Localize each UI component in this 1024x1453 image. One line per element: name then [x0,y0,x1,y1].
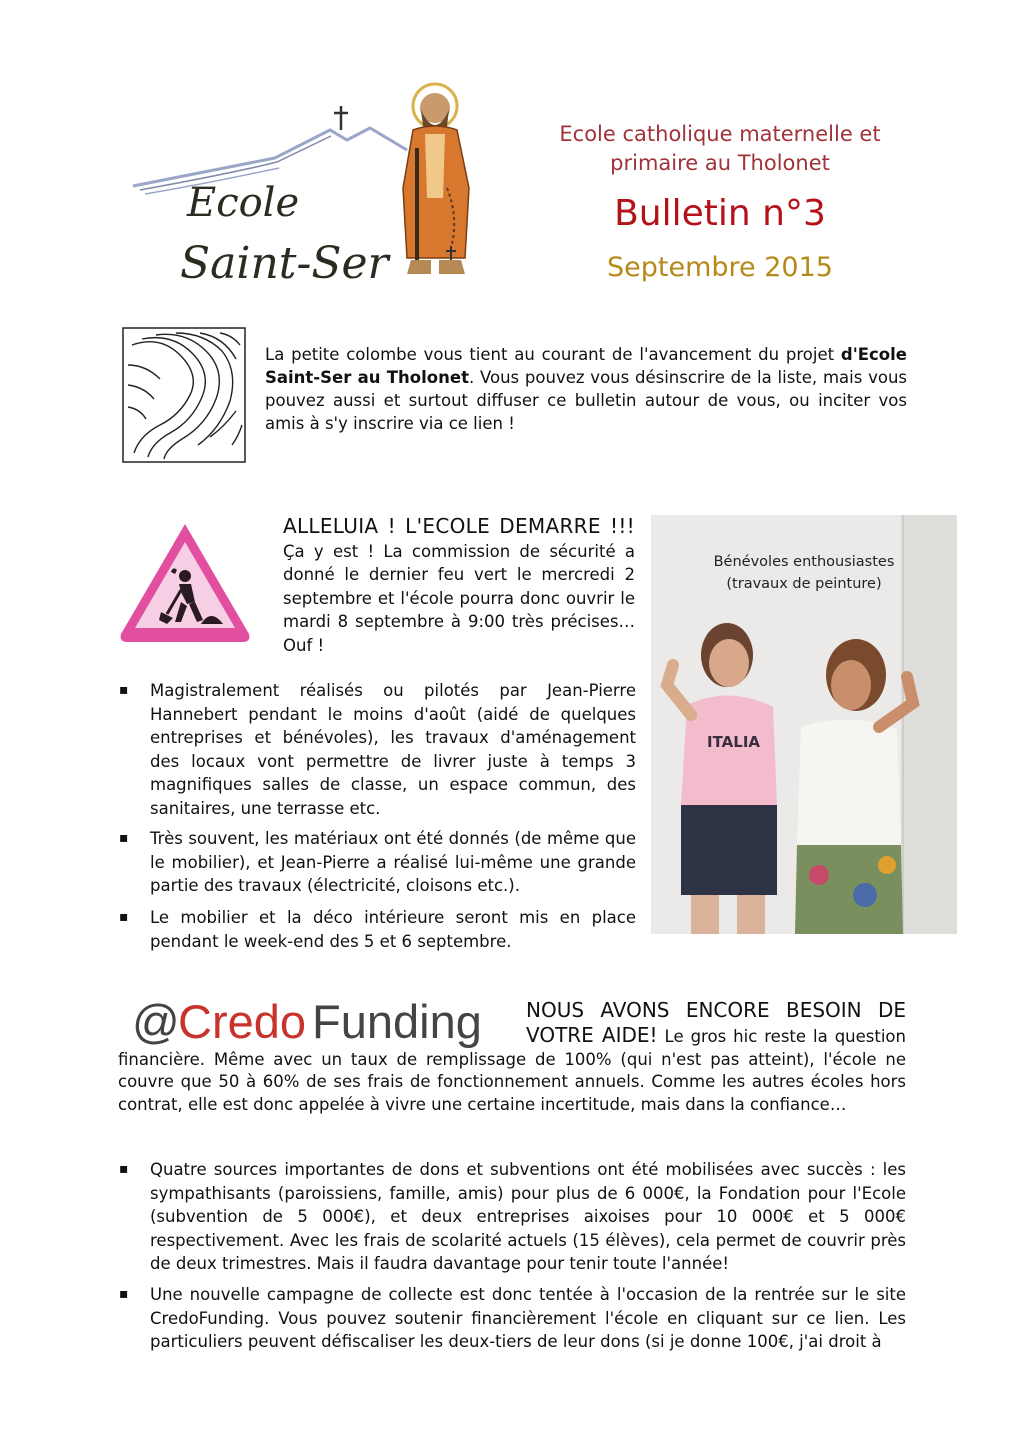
intro-paragraph [265,343,907,435]
section-funding [118,999,906,1117]
photo-caption-line1: Bénévoles enthousiastes [713,554,895,570]
list-item: ▪ Quatre sources importantes de dons et subventions ont été mobilisées avec succès : les sympathisants (paroissiens, famille, amis) pour plus de 6 000€, la Fondation pour l'Ecole (subvention de 5 000€), et deux entreprises aixoises pour 10 000€ et 5 000€ respectivement. Avec les frais de scolarité actuels (15 élèves), cela permet de couvrir près de deux trimestres. Mais il faudra davantage pour tenir toute l'année! [150,1158,906,1276]
saint-figure-icon [403,84,469,274]
school-description [530,120,910,178]
logo-text-saint-ser: Saint-Ser [180,238,389,288]
logo-spacer [118,999,526,1043]
bulletin-title: Bulletin n°3 [614,193,826,234]
section-funding-text: Le gros hic reste la question financière. Même avec un taux de remplissage de 100% (qui n'est pas atteint), l'école ne couvre que 50 à 60% de ses frais de fonctionnement annuels. Comme les autres écoles hors contrat, elle est donc appelée à vivre une certaine incertitude, mais dans la confiance… [118,1026,906,1115]
work-in-progress-sign-icon [115,518,255,646]
photo-caption-line2: (travaux de peinture) [726,576,882,592]
credofunding-logo-credo: Credo [178,995,307,1048]
list-item: ▪ Le mobilier et la déco intérieure seront mis en place pendant le week-end des 5 et 6 septembre. [150,906,636,953]
credofunding-logo-funding: Funding [312,995,482,1048]
school-logo [125,78,485,288]
intro-school-name: d'Ecole Saint-Ser au Tholonet [265,345,907,387]
section-school-opening [283,515,635,657]
intro-text-end: . Vous pouvez vous désinscrire de la liste, mais vous pouvez aussi et surtout diffuser ce bulletin autour de vous, ou inciter vos amis à s'y inscrire via ce lien ! [265,368,907,433]
dove-icon [120,325,248,465]
school-description-line1: Ecole catholique maternelle et [559,122,881,146]
bulletin-date: Septembre 2015 [607,252,833,283]
photo-caption [651,551,957,595]
intro-text-start: La petite colombe vous tient au courant de l'avancement du projet [265,345,841,364]
photo-shirt-text: ITALIA [707,733,761,751]
logo-text-ecole: Ecole [187,180,300,226]
credofunding-logo-at: @ [132,995,180,1048]
section-school-opening-heading: ALLELUIA ! L'ECOLE DEMARRE !!! [283,514,635,538]
section-school-opening-text: Ça y est ! La commission de sécurité a donné le dernier feu vert le mercredi 2 septembre et l'école pourra donc ouvrir le mardi 8 septembre à 9:00 très précises… Ouf ! [283,541,635,655]
list-item: ▪ Très souvent, les matériaux ont été donnés (de même que le mobilier), et Jean-Pierre a réalisé lui-même une grande partie des travaux (électricité, cloisons etc.). [150,827,636,898]
list-item: ▪ Une nouvelle campagne de collecte est donc tentée à l'occasion de la rentrée sur le site CredoFunding. Vous pouvez soutenir financièrement l'école en cliquant sur ce lien. Les particuliers peuvent défiscaliser les deux-tiers de leur dons (si je donne 100€, j'ai droit à [150,1283,906,1354]
list-item: ▪ Magistralement réalisés ou pilotés par Jean-Pierre Hannebert pendant le moins d'août (aidé de quelques entreprises et bénévoles), les travaux d'aménagement des locaux vont permettre de livrer juste à temps 3 magnifiques salles de classe, un espace commun, des sanitaires, une terrasse etc. [150,679,636,820]
section-funding-heading: NOUS AVONS ENCORE BESOIN DE VOTRE AIDE! [526,998,906,1047]
school-description-line2: primaire au Tholonet [610,151,830,175]
